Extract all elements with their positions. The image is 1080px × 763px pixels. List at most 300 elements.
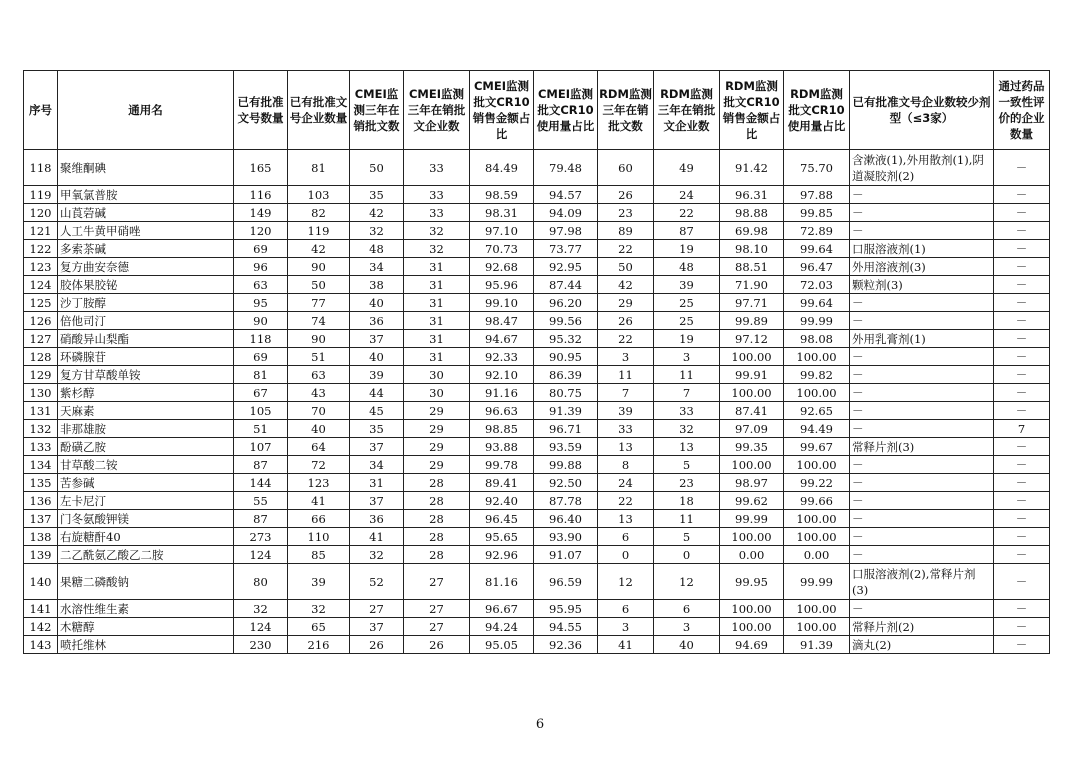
cell-approval-company-count: 216 [288,636,350,654]
cell-consistency-evaluation: － [994,294,1050,312]
cell-rdm-cr10-sales: 98.10 [720,240,784,258]
cell-cmei-batches: 39 [350,366,404,384]
cell-few-company-dosage-forms: － [850,384,994,402]
header-cmei-cr10-usage: CMEI监测批文CR10使用量占比 [534,71,598,150]
cell-rdm-batches: 0 [598,546,654,564]
cell-rdm-cr10-usage: 99.99 [784,312,850,330]
cell-approval-count: 69 [234,348,288,366]
cell-generic-name: 门冬氨酸钾镁 [58,510,234,528]
table-row [24,312,1050,330]
cell-cmei-batches: 40 [350,348,404,366]
cell-rdm-batches: 42 [598,276,654,294]
cell-rdm-cr10-sales: 97.09 [720,420,784,438]
cell-consistency-evaluation: － [994,312,1050,330]
table-row [24,150,1050,186]
cell-approval-count: 80 [234,564,288,600]
cell-approval-company-count: 40 [288,420,350,438]
cell-rdm-companies: 25 [654,294,720,312]
cell-cmei-cr10-sales: 98.47 [470,312,534,330]
cell-rdm-cr10-usage: 75.70 [784,150,850,186]
cell-rdm-companies: 12 [654,564,720,600]
cell-rdm-batches: 50 [598,258,654,276]
header-few-company-dosage-forms: 已有批准文号企业数较少剂型（≤3家） [850,71,994,150]
cell-rdm-companies: 87 [654,222,720,240]
cell-approval-count: 95 [234,294,288,312]
cell-rdm-batches: 22 [598,492,654,510]
cell-rdm-batches: 7 [598,384,654,402]
cell-rdm-cr10-sales: 98.97 [720,474,784,492]
cell-generic-name: 倍他司汀 [58,312,234,330]
table-header-row [24,71,1050,150]
cell-cmei-cr10-usage: 99.56 [534,312,598,330]
cell-rdm-cr10-usage: 100.00 [784,600,850,618]
cell-serial: 136 [24,492,58,510]
cell-cmei-companies: 28 [404,474,470,492]
cell-cmei-cr10-usage: 96.20 [534,294,598,312]
cell-cmei-companies: 28 [404,510,470,528]
cell-cmei-cr10-sales: 81.16 [470,564,534,600]
cell-serial: 132 [24,420,58,438]
cell-rdm-companies: 7 [654,384,720,402]
cell-cmei-cr10-usage: 91.07 [534,546,598,564]
cell-consistency-evaluation: － [994,546,1050,564]
cell-rdm-cr10-sales: 100.00 [720,618,784,636]
cell-rdm-cr10-sales: 99.99 [720,510,784,528]
cell-cmei-cr10-sales: 98.85 [470,420,534,438]
cell-consistency-evaluation: － [994,150,1050,186]
cell-approval-count: 51 [234,420,288,438]
cell-consistency-evaluation: － [994,348,1050,366]
table-row [24,366,1050,384]
cell-cmei-batches: 36 [350,510,404,528]
cell-rdm-batches: 41 [598,636,654,654]
cell-approval-count: 81 [234,366,288,384]
cell-approval-company-count: 85 [288,546,350,564]
cell-cmei-cr10-usage: 87.44 [534,276,598,294]
cell-cmei-batches: 34 [350,456,404,474]
table-row [24,240,1050,258]
cell-generic-name: 多索茶碱 [58,240,234,258]
cell-few-company-dosage-forms: － [850,528,994,546]
cell-generic-name: 水溶性维生素 [58,600,234,618]
cell-serial: 139 [24,546,58,564]
cell-rdm-cr10-usage: 100.00 [784,528,850,546]
cell-cmei-cr10-sales: 92.33 [470,348,534,366]
cell-consistency-evaluation: 7 [994,420,1050,438]
cell-serial: 123 [24,258,58,276]
cell-cmei-cr10-sales: 70.73 [470,240,534,258]
table-row [24,636,1050,654]
cell-rdm-cr10-sales: 98.88 [720,204,784,222]
cell-rdm-cr10-usage: 72.03 [784,276,850,294]
table-row [24,384,1050,402]
table-row [24,204,1050,222]
header-approval-count: 已有批准文号数量 [234,71,288,150]
cell-rdm-cr10-sales: 99.91 [720,366,784,384]
cell-rdm-cr10-sales: 99.95 [720,564,784,600]
cell-few-company-dosage-forms: 颗粒剂(3) [850,276,994,294]
cell-cmei-cr10-sales: 96.63 [470,402,534,420]
cell-consistency-evaluation: － [994,618,1050,636]
cell-few-company-dosage-forms: 常释片剂(2) [850,618,994,636]
cell-approval-count: 124 [234,546,288,564]
cell-rdm-batches: 26 [598,186,654,204]
cell-rdm-companies: 19 [654,240,720,258]
header-consistency-evaluation: 通过药品一致性评价的企业数量 [994,71,1050,150]
cell-generic-name: 紫杉醇 [58,384,234,402]
cell-generic-name: 非那雄胺 [58,420,234,438]
cell-cmei-cr10-usage: 93.59 [534,438,598,456]
cell-approval-company-count: 43 [288,384,350,402]
cell-rdm-batches: 11 [598,366,654,384]
cell-serial: 129 [24,366,58,384]
cell-rdm-cr10-sales: 100.00 [720,600,784,618]
cell-cmei-batches: 32 [350,222,404,240]
table-row [24,474,1050,492]
cell-generic-name: 酚磺乙胺 [58,438,234,456]
cell-approval-company-count: 81 [288,150,350,186]
cell-cmei-batches: 37 [350,492,404,510]
cell-generic-name: 喷托维林 [58,636,234,654]
cell-serial: 141 [24,600,58,618]
cell-cmei-batches: 41 [350,528,404,546]
cell-consistency-evaluation: － [994,456,1050,474]
cell-rdm-cr10-usage: 100.00 [784,618,850,636]
cell-cmei-companies: 32 [404,222,470,240]
cell-cmei-cr10-usage: 87.78 [534,492,598,510]
cell-cmei-cr10-usage: 92.95 [534,258,598,276]
cell-rdm-cr10-usage: 100.00 [784,384,850,402]
header-cmei-batches: CMEI监测三年在销批文数 [350,71,404,150]
cell-cmei-cr10-usage: 95.95 [534,600,598,618]
table-row [24,186,1050,204]
cell-cmei-companies: 31 [404,312,470,330]
cell-approval-company-count: 74 [288,312,350,330]
cell-rdm-cr10-sales: 99.62 [720,492,784,510]
table-row [24,330,1050,348]
cell-rdm-companies: 32 [654,420,720,438]
cell-few-company-dosage-forms: － [850,294,994,312]
cell-cmei-batches: 35 [350,186,404,204]
cell-few-company-dosage-forms: － [850,348,994,366]
cell-cmei-batches: 50 [350,150,404,186]
cell-few-company-dosage-forms: － [850,420,994,438]
cell-cmei-cr10-usage: 99.88 [534,456,598,474]
cell-rdm-cr10-usage: 92.65 [784,402,850,420]
cell-approval-company-count: 82 [288,204,350,222]
cell-cmei-batches: 45 [350,402,404,420]
cell-rdm-companies: 39 [654,276,720,294]
cell-consistency-evaluation: － [994,600,1050,618]
cell-few-company-dosage-forms: － [850,204,994,222]
header-serial: 序号 [24,71,58,150]
cell-rdm-cr10-sales: 100.00 [720,528,784,546]
cell-cmei-batches: 27 [350,600,404,618]
cell-cmei-cr10-usage: 96.59 [534,564,598,600]
cell-cmei-companies: 28 [404,492,470,510]
cell-cmei-companies: 31 [404,330,470,348]
cell-rdm-cr10-usage: 94.49 [784,420,850,438]
cell-generic-name: 沙丁胺醇 [58,294,234,312]
cell-cmei-companies: 28 [404,546,470,564]
cell-cmei-batches: 31 [350,474,404,492]
cell-rdm-cr10-usage: 97.88 [784,186,850,204]
cell-rdm-cr10-sales: 87.41 [720,402,784,420]
cell-approval-company-count: 39 [288,564,350,600]
cell-serial: 128 [24,348,58,366]
cell-rdm-cr10-usage: 99.22 [784,474,850,492]
cell-rdm-cr10-sales: 96.31 [720,186,784,204]
cell-rdm-cr10-usage: 0.00 [784,546,850,564]
header-cmei-cr10-sales: CMEI监测批文CR10销售金额占比 [470,71,534,150]
cell-cmei-batches: 44 [350,384,404,402]
cell-rdm-companies: 25 [654,312,720,330]
cell-rdm-cr10-sales: 100.00 [720,348,784,366]
table-row [24,402,1050,420]
cell-rdm-cr10-usage: 100.00 [784,510,850,528]
cell-cmei-batches: 40 [350,294,404,312]
cell-cmei-cr10-usage: 94.09 [534,204,598,222]
cell-serial: 124 [24,276,58,294]
cell-cmei-cr10-sales: 99.78 [470,456,534,474]
cell-rdm-batches: 13 [598,438,654,456]
cell-cmei-batches: 38 [350,276,404,294]
cell-cmei-batches: 42 [350,204,404,222]
header-generic-name: 通用名 [58,71,234,150]
cell-rdm-cr10-sales: 97.71 [720,294,784,312]
cell-rdm-companies: 5 [654,528,720,546]
cell-consistency-evaluation: － [994,276,1050,294]
cell-cmei-cr10-usage: 97.98 [534,222,598,240]
cell-cmei-companies: 30 [404,384,470,402]
cell-few-company-dosage-forms: － [850,474,994,492]
cell-serial: 138 [24,528,58,546]
cell-cmei-batches: 48 [350,240,404,258]
cell-cmei-cr10-usage: 92.50 [534,474,598,492]
cell-rdm-cr10-usage: 100.00 [784,456,850,474]
cell-consistency-evaluation: － [994,474,1050,492]
cell-approval-count: 63 [234,276,288,294]
cell-cmei-cr10-sales: 94.67 [470,330,534,348]
cell-cmei-cr10-usage: 80.75 [534,384,598,402]
cell-few-company-dosage-forms: － [850,366,994,384]
cell-rdm-companies: 40 [654,636,720,654]
cell-rdm-companies: 11 [654,366,720,384]
cell-approval-count: 107 [234,438,288,456]
cell-cmei-cr10-usage: 94.55 [534,618,598,636]
cell-approval-company-count: 90 [288,258,350,276]
document-page [23,70,1049,654]
cell-generic-name: 木糖醇 [58,618,234,636]
cell-serial: 131 [24,402,58,420]
cell-approval-count: 116 [234,186,288,204]
cell-rdm-batches: 23 [598,204,654,222]
cell-cmei-cr10-sales: 89.41 [470,474,534,492]
cell-serial: 137 [24,510,58,528]
cell-few-company-dosage-forms: 滴丸(2) [850,636,994,654]
cell-serial: 143 [24,636,58,654]
cell-few-company-dosage-forms: － [850,222,994,240]
cell-rdm-cr10-sales: 88.51 [720,258,784,276]
cell-cmei-cr10-sales: 91.16 [470,384,534,402]
cell-approval-company-count: 64 [288,438,350,456]
cell-rdm-batches: 33 [598,420,654,438]
cell-rdm-cr10-sales: 97.12 [720,330,784,348]
cell-rdm-cr10-usage: 98.08 [784,330,850,348]
cell-consistency-evaluation: － [994,204,1050,222]
cell-rdm-batches: 6 [598,600,654,618]
cell-serial: 142 [24,618,58,636]
cell-consistency-evaluation: － [994,402,1050,420]
cell-rdm-cr10-usage: 99.64 [784,294,850,312]
cell-rdm-companies: 3 [654,348,720,366]
cell-cmei-cr10-usage: 79.48 [534,150,598,186]
cell-cmei-cr10-sales: 95.05 [470,636,534,654]
cell-few-company-dosage-forms: 含漱液(1),外用散剂(1),阴道凝胶剂(2) [850,150,994,186]
cell-rdm-cr10-usage: 99.66 [784,492,850,510]
cell-generic-name: 甘草酸二铵 [58,456,234,474]
cell-approval-count: 120 [234,222,288,240]
cell-rdm-batches: 29 [598,294,654,312]
table-row [24,564,1050,600]
cell-approval-company-count: 42 [288,240,350,258]
cell-rdm-companies: 13 [654,438,720,456]
cell-rdm-cr10-usage: 99.82 [784,366,850,384]
cell-rdm-companies: 0 [654,546,720,564]
cell-approval-company-count: 77 [288,294,350,312]
cell-consistency-evaluation: － [994,636,1050,654]
cell-rdm-cr10-sales: 100.00 [720,384,784,402]
cell-cmei-companies: 31 [404,276,470,294]
cell-rdm-batches: 12 [598,564,654,600]
cell-approval-company-count: 90 [288,330,350,348]
cell-rdm-cr10-usage: 91.39 [784,636,850,654]
cell-approval-count: 69 [234,240,288,258]
cell-cmei-cr10-sales: 84.49 [470,150,534,186]
cell-cmei-cr10-usage: 94.57 [534,186,598,204]
cell-cmei-batches: 52 [350,564,404,600]
cell-few-company-dosage-forms: － [850,402,994,420]
table-row [24,438,1050,456]
cell-serial: 135 [24,474,58,492]
cell-generic-name: 环磷腺苷 [58,348,234,366]
cell-approval-count: 90 [234,312,288,330]
cell-few-company-dosage-forms: － [850,312,994,330]
cell-cmei-cr10-sales: 94.24 [470,618,534,636]
cell-rdm-companies: 33 [654,402,720,420]
cell-approval-company-count: 66 [288,510,350,528]
cell-rdm-cr10-sales: 100.00 [720,456,784,474]
cell-rdm-companies: 19 [654,330,720,348]
header-approval-company-count: 已有批准文号企业数量 [288,71,350,150]
cell-generic-name: 山莨菪碱 [58,204,234,222]
cell-cmei-companies: 27 [404,600,470,618]
cell-rdm-batches: 60 [598,150,654,186]
table-row [24,492,1050,510]
cell-cmei-companies: 29 [404,402,470,420]
cell-consistency-evaluation: － [994,564,1050,600]
cell-cmei-cr10-sales: 93.88 [470,438,534,456]
cell-cmei-companies: 29 [404,456,470,474]
cell-cmei-batches: 37 [350,618,404,636]
cell-approval-company-count: 63 [288,366,350,384]
cell-cmei-cr10-sales: 92.68 [470,258,534,276]
cell-approval-count: 32 [234,600,288,618]
cell-cmei-cr10-sales: 98.31 [470,204,534,222]
drug-data-table [23,70,1050,654]
cell-cmei-cr10-sales: 96.45 [470,510,534,528]
cell-cmei-batches: 36 [350,312,404,330]
cell-generic-name: 复方曲安奈德 [58,258,234,276]
cell-cmei-cr10-sales: 92.10 [470,366,534,384]
cell-cmei-batches: 35 [350,420,404,438]
cell-rdm-batches: 3 [598,618,654,636]
cell-approval-count: 87 [234,510,288,528]
cell-cmei-cr10-sales: 99.10 [470,294,534,312]
cell-cmei-cr10-usage: 95.32 [534,330,598,348]
cell-rdm-batches: 26 [598,312,654,330]
cell-rdm-companies: 5 [654,456,720,474]
cell-cmei-cr10-sales: 95.96 [470,276,534,294]
cell-rdm-batches: 13 [598,510,654,528]
cell-cmei-batches: 37 [350,330,404,348]
cell-cmei-cr10-usage: 96.71 [534,420,598,438]
cell-cmei-cr10-sales: 97.10 [470,222,534,240]
cell-few-company-dosage-forms: 常释片剂(3) [850,438,994,456]
cell-consistency-evaluation: － [994,330,1050,348]
cell-cmei-cr10-sales: 92.40 [470,492,534,510]
cell-rdm-companies: 22 [654,204,720,222]
table-row [24,258,1050,276]
cell-approval-count: 87 [234,456,288,474]
cell-cmei-cr10-usage: 92.36 [534,636,598,654]
cell-approval-company-count: 50 [288,276,350,294]
cell-consistency-evaluation: － [994,492,1050,510]
cell-cmei-batches: 32 [350,546,404,564]
cell-rdm-companies: 24 [654,186,720,204]
cell-cmei-companies: 28 [404,528,470,546]
cell-rdm-cr10-sales: 99.89 [720,312,784,330]
cell-cmei-companies: 29 [404,438,470,456]
cell-approval-company-count: 123 [288,474,350,492]
cell-few-company-dosage-forms: 口服溶液剂(1) [850,240,994,258]
cell-approval-company-count: 119 [288,222,350,240]
cell-approval-company-count: 41 [288,492,350,510]
cell-rdm-cr10-sales: 91.42 [720,150,784,186]
cell-rdm-cr10-sales: 94.69 [720,636,784,654]
cell-rdm-batches: 24 [598,474,654,492]
cell-generic-name: 左卡尼汀 [58,492,234,510]
cell-rdm-cr10-usage: 99.99 [784,564,850,600]
cell-rdm-cr10-sales: 69.98 [720,222,784,240]
cell-few-company-dosage-forms: － [850,492,994,510]
cell-rdm-companies: 3 [654,618,720,636]
cell-rdm-companies: 18 [654,492,720,510]
cell-consistency-evaluation: － [994,240,1050,258]
cell-few-company-dosage-forms: － [850,600,994,618]
cell-generic-name: 右旋糖酐40 [58,528,234,546]
cell-cmei-cr10-sales: 96.67 [470,600,534,618]
cell-consistency-evaluation: － [994,438,1050,456]
cell-approval-count: 273 [234,528,288,546]
cell-approval-count: 118 [234,330,288,348]
cell-consistency-evaluation: － [994,186,1050,204]
cell-serial: 127 [24,330,58,348]
cell-few-company-dosage-forms: － [850,186,994,204]
header-rdm-cr10-sales: RDM监测批文CR10销售金额占比 [720,71,784,150]
cell-rdm-companies: 11 [654,510,720,528]
cell-approval-count: 67 [234,384,288,402]
